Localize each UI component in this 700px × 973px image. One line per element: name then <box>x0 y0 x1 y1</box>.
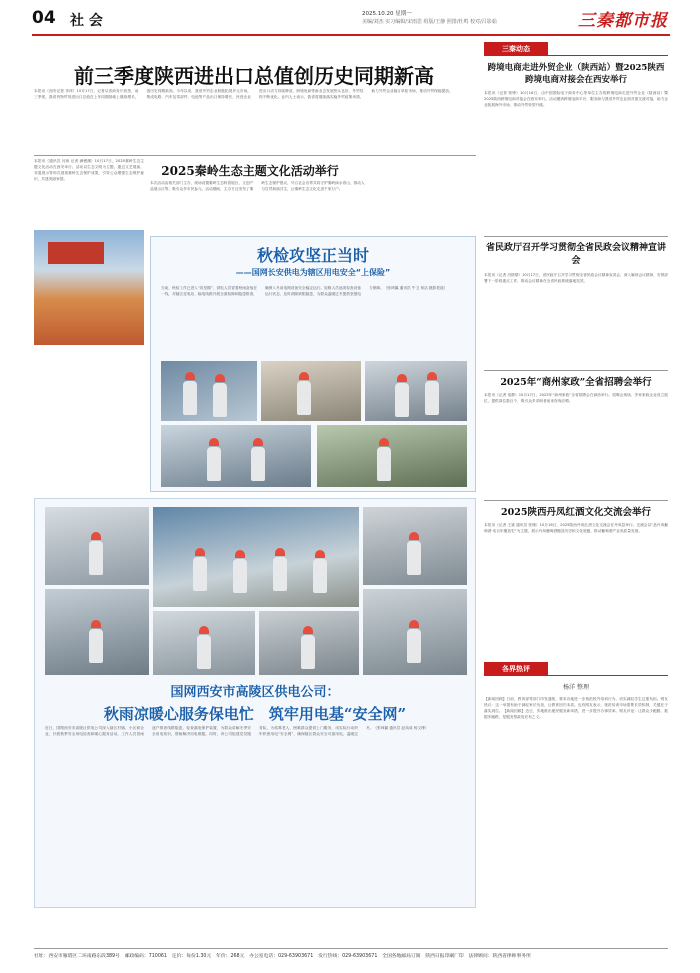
culture-article-body: 本次活动由相关部门主办，现场设置秦岭生态科普展区、文创产品展示区等，吸引众多市民参与。活动期间，主办方还发布了秦岭生态保护倡议，号召社会各界共同守护秦岭绿水青山，推动人与自然和谐共生，让秦岭生态文化走进千家万户。 <box>150 181 365 191</box>
sidebar-story-title: 2025陕西丹凤红酒文化交流会举行 <box>501 507 651 518</box>
feature-photo <box>161 361 257 421</box>
feature-photo <box>45 589 149 675</box>
feature-photo <box>317 425 467 487</box>
power-service-feature <box>34 498 476 908</box>
lead-headline: 前三季度陕西进出口总值创历史同期新高 <box>74 64 434 88</box>
divider <box>484 500 668 501</box>
sidebar-story-body: 本报讯（记者 王斌 通讯员 张珊）10月16日，2025陕西丹凤红酒文化交流会在丹凤县举行。交流会以“品丹凤葡萄酒·话百年酿造史”为主题，展示丹凤葡萄酒酿造历史和文化底蕴，推动葡萄酒产业高质量发展。 <box>484 523 668 533</box>
page-header <box>32 6 670 36</box>
bigbox-headline-line1: 国网西安市高陵区供电公司： <box>170 685 340 700</box>
page-number: 04 <box>32 8 56 28</box>
opinion-body: 【新闻回顾】日前，教育部等部门印发通知，要求各地进一步规范校外培训行为，切实减轻学生过重负担。网友热议：这一举措有助于减轻家长负担，让教育回归本质。也有网友表示，规范培训市场需要长效机制，关键在于落实到位。【新闻回顾】近日，多地推出便民服务新举措，进一步提升办事效率。网友评论：让群众少跑腿、数据多跑路，是服务型政府应有之义。 <box>484 697 668 719</box>
feature-photo <box>45 507 149 585</box>
culture-headline: 2025秦岭生态主题文化活动举行 <box>161 164 339 178</box>
bigbox-article-body: 近日，国网西安市高陵区供电公司深入辖区村镇、小区和企业，开展秋季安全用电检查和暖心服务活动。工作人员冒雨逐户排查线路隐患，检查漏电保护装置，为群众讲解冬季安全用电常识，帮助解决用电难题。同时，该公司组建党员服务队，为孤寡老人、困难群众提供上门服务，用实际行动织牢织密用电“安全网”，确保辖区群众安全可靠用电、温暖过冬。（张琦翼 通讯员 赵凤成 杨文博） <box>45 726 429 736</box>
feature-headline: 秋检攻坚正当时 <box>256 246 369 265</box>
divider <box>484 236 668 237</box>
feature-photo <box>153 507 359 607</box>
feature-photo <box>363 589 467 675</box>
feature-photo <box>259 611 359 675</box>
feature-photo <box>153 611 255 675</box>
sidebar-story-body: 本报讯（记者 梁静）10月17日，2025年“商州家政”全省招聘会在商洛举行。招聘会现场，多家家政企业设立展位，提供岗位数百个，吸引众多求职者前来咨询应聘。 <box>484 393 668 403</box>
sidebar-story-title: 跨境电商走进外贸企业（陕西站）暨2025陕西跨境电商对接会在西安举行 <box>487 63 665 85</box>
sidebar-story-body: 本报讯（记者 冯倩倩）10月17日，省民政厅召开学习贯彻全省民政会议精神宣讲会，深入解读会议精神，安排部署下一阶段重点工作，推动会议精神在全省民政系统落地见效。 <box>484 273 668 283</box>
red-sign-image <box>48 242 104 264</box>
sidebar-story-title: 省民政厅召开学习贯彻全省民政会议精神宣讲会 <box>485 243 666 266</box>
lead-article-body: 本报讯（西安记者 李萍）10月17日，记者从省商务厅获悉，前三季度，我省货物贸易进出口总值在上年同期基础上继续增长，创历史同期新高。今年以来，我省外贸企业积极拓展多元市场，集成电路、汽车及零部件、电池等产品出口保持增长，民营企业进出口活力持续释放，跨境电商等新业态发展势头良好，外贸结构不断优化。业内人士表示，我省将继续落实稳外贸政策举措，助力外贸企业稳订单拓市场，推动外贸保稳提质。 <box>34 89 453 99</box>
road-construction-photo <box>34 230 144 345</box>
feature-photo <box>363 507 467 585</box>
brief-article-body: 本报讯（通讯员 闫琛 记者 满俊渊）10月17日，2025秦岭生态主题文化活动在西安举行。活动以生态文明为主题，通过文艺展演、非遗展示等形式展现秦岭生态保护成果，引导公众增强生态保护意识，共建美丽家园。 <box>34 159 144 181</box>
divider <box>34 155 476 156</box>
feature-photo <box>261 361 361 421</box>
feature-photo <box>161 425 311 487</box>
editor-credits: 美编/刘杰 实习编辑/宋雨思 组版/王静 照排/杜鸣 校对/吕影茹 <box>362 19 497 25</box>
opinion-section-head: 各界热评 <box>484 662 548 676</box>
divider <box>548 675 668 676</box>
divider <box>548 55 668 56</box>
divider <box>484 370 668 371</box>
page-footer: 社址：西安市雁塔区二环南路东段389号 邮政编码：710061 定价：每份1.30元 年价：268元 办公室电话：029-63903671 发行热线：029-63903671 全国各地邮局订阅 陕西日报印刷厂印 法律顾问：陕西省律师事务所 <box>34 948 668 959</box>
section-name: 社 会 <box>70 13 103 29</box>
issue-date: 2025.10.20 星期一 <box>362 11 412 17</box>
sidebar-story-title: 2025年“商州家政”全省招聘会举行 <box>500 377 652 388</box>
feature-subheadline: ——国网长安供电为辖区用电安全“上保险” <box>235 268 391 277</box>
feature-article-body: 当前，秋检工作已进入“攻坚期”，供电人员冒着秋雨奋战在一线，对辖区变电站、输电线路开展全面检修和隐患排查，确保入冬前电网设备安全稳定运行。检修人员逐项检查设备运行状态，及时消除缺陷隐患，为群众温暖过冬提供坚强电力保障。（张琦翼 通讯员 牛卫 何洁 摄影报道） <box>161 286 448 296</box>
newspaper-logo: 三秦都市报 <box>578 11 668 31</box>
bigbox-headline-line2: 秋雨凉暖心服务保电忙 筑牢用电基“安全网” <box>103 705 407 723</box>
sidebar-section-head: 三秦动态 <box>484 42 548 56</box>
autumn-inspection-feature <box>150 236 476 492</box>
opinion-author: 杨洋 整理 <box>563 684 589 691</box>
sidebar-story-body: 本报讯（记者 郭博）10月16日，由中国国际电子商务中心等单位主办的跨境电商走进外贸企业（陕西站）暨2025陕西跨境电商对接会在西安举行。活动邀请跨境电商平台、服务商与我省外贸企业面对面交流对接，助力企业拓展海外市场，推动外贸转型升级。 <box>484 91 668 107</box>
feature-photo <box>365 361 467 421</box>
